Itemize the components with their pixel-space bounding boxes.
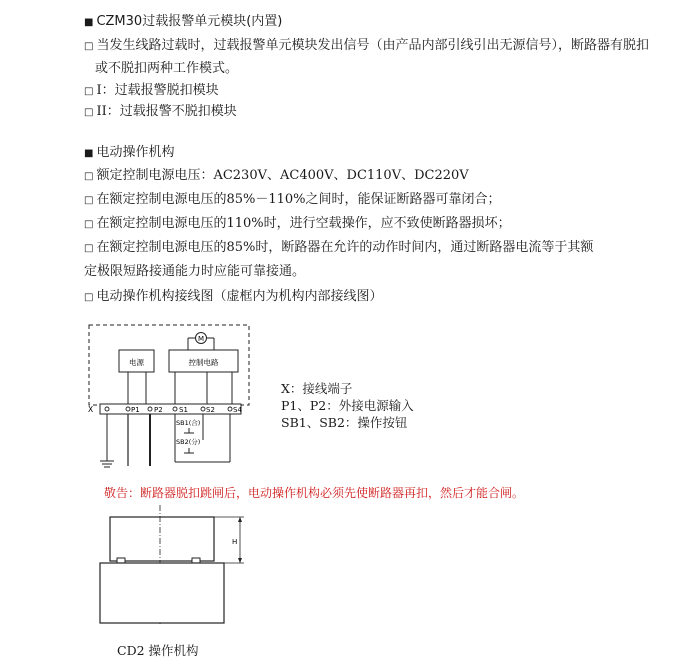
terminal-s2-label: S2 [206,406,215,414]
warning-text: 敬告：断路器脱扣跳闸后，电动操作机构必须先使断路器再扣，然后才能合闸。 [104,486,525,500]
empty-square-icon: □ [84,195,94,206]
section1-item-3-text: II：过载报警不脱扣模块 [96,104,237,119]
lower-housing [100,563,224,623]
figure-caption: CD2 操作机构 [117,643,199,658]
section2-item-4-cont-text: 定极限短路接通能力时应能可靠接通。 [84,264,306,279]
section2-title [84,145,174,162]
section2-title-text: 电动操作机构 [96,145,175,160]
sb2-label: SB2(分) [176,438,201,446]
power-box-label: 电源 [129,358,144,367]
section2-item-3-text: 在额定控制电源电压的110%时，进行空载操作，应不致使断路器损坏； [96,216,511,231]
section1-item-1-text: 当发生线路过载时，过载报警单元模块发出信号（由产品内部引线引出无源信号），断路器有脱扣 [96,38,649,53]
section1-item-2-text: I：过载报警脱扣模块 [96,83,219,98]
legend-item-2: P1、P2：外接电源输入 [281,398,414,413]
motor-label: M [197,335,205,343]
section1-item-1-cont-text: 或不脱扣两种工作模式。 [95,61,239,76]
terminal-p2-label: P2 [154,406,163,414]
empty-square-icon: □ [84,86,94,97]
upper-housing [110,517,214,561]
terminal-strip [100,404,241,414]
legend-item-1: X：接线端子 [281,381,353,396]
control-box-label: 控制电路 [188,358,219,367]
section2-item-5 [84,289,382,306]
legend-item-3: SB1、SB2：操作按钮 [281,415,408,430]
section2-item-4-cont [84,264,305,280]
left-foot [117,558,125,563]
empty-square-icon: □ [84,41,94,52]
section2-item-2-text: 在额定控制电源电压的85%－110%之间时，能保证断路器可靠闭合； [96,192,501,207]
empty-square-icon: □ [84,243,94,254]
terminal-x-label: X [88,405,94,414]
filled-square-icon: ■ [84,148,94,159]
section2-item-3 [84,216,511,233]
cd2-mechanism-drawing [90,505,260,640]
terminal-s4-label: S4 [233,406,242,414]
section2-item-2 [84,192,501,209]
section2-item-1 [84,168,469,185]
section2-item-1-text: 额定控制电源电压：AC230V、AC400V、DC110V、DC220V [96,168,469,183]
section1-title-text: CZM30过载报警单元模块(内置) [96,14,283,29]
empty-square-icon: □ [84,107,94,118]
empty-square-icon: □ [84,171,94,182]
section2-item-4-text: 在额定控制电源电压的85%时，断路器在允许的动作时间内，通过断路器电流等于其额 [96,240,594,255]
terminal-s1-label: S1 [179,406,188,414]
sb1-label: SB1(合) [176,419,201,427]
wiring-diagram [80,320,270,470]
section1-item-3 [84,104,237,121]
empty-square-icon: □ [84,219,94,230]
section1-title [84,14,282,31]
right-foot [192,558,200,563]
section1-item-1 [84,38,649,55]
terminal-p1-label: P1 [131,406,140,414]
dimension-label: H [232,538,238,546]
filled-square-icon: ■ [84,17,94,28]
section2-item-4 [84,240,593,257]
section2-item-5-text: 电动操作机构接线图（虚框内为机构内部接线图） [96,289,383,304]
section1-item-1-cont [95,61,238,77]
empty-square-icon: □ [84,292,94,303]
section1-item-2 [84,83,219,100]
